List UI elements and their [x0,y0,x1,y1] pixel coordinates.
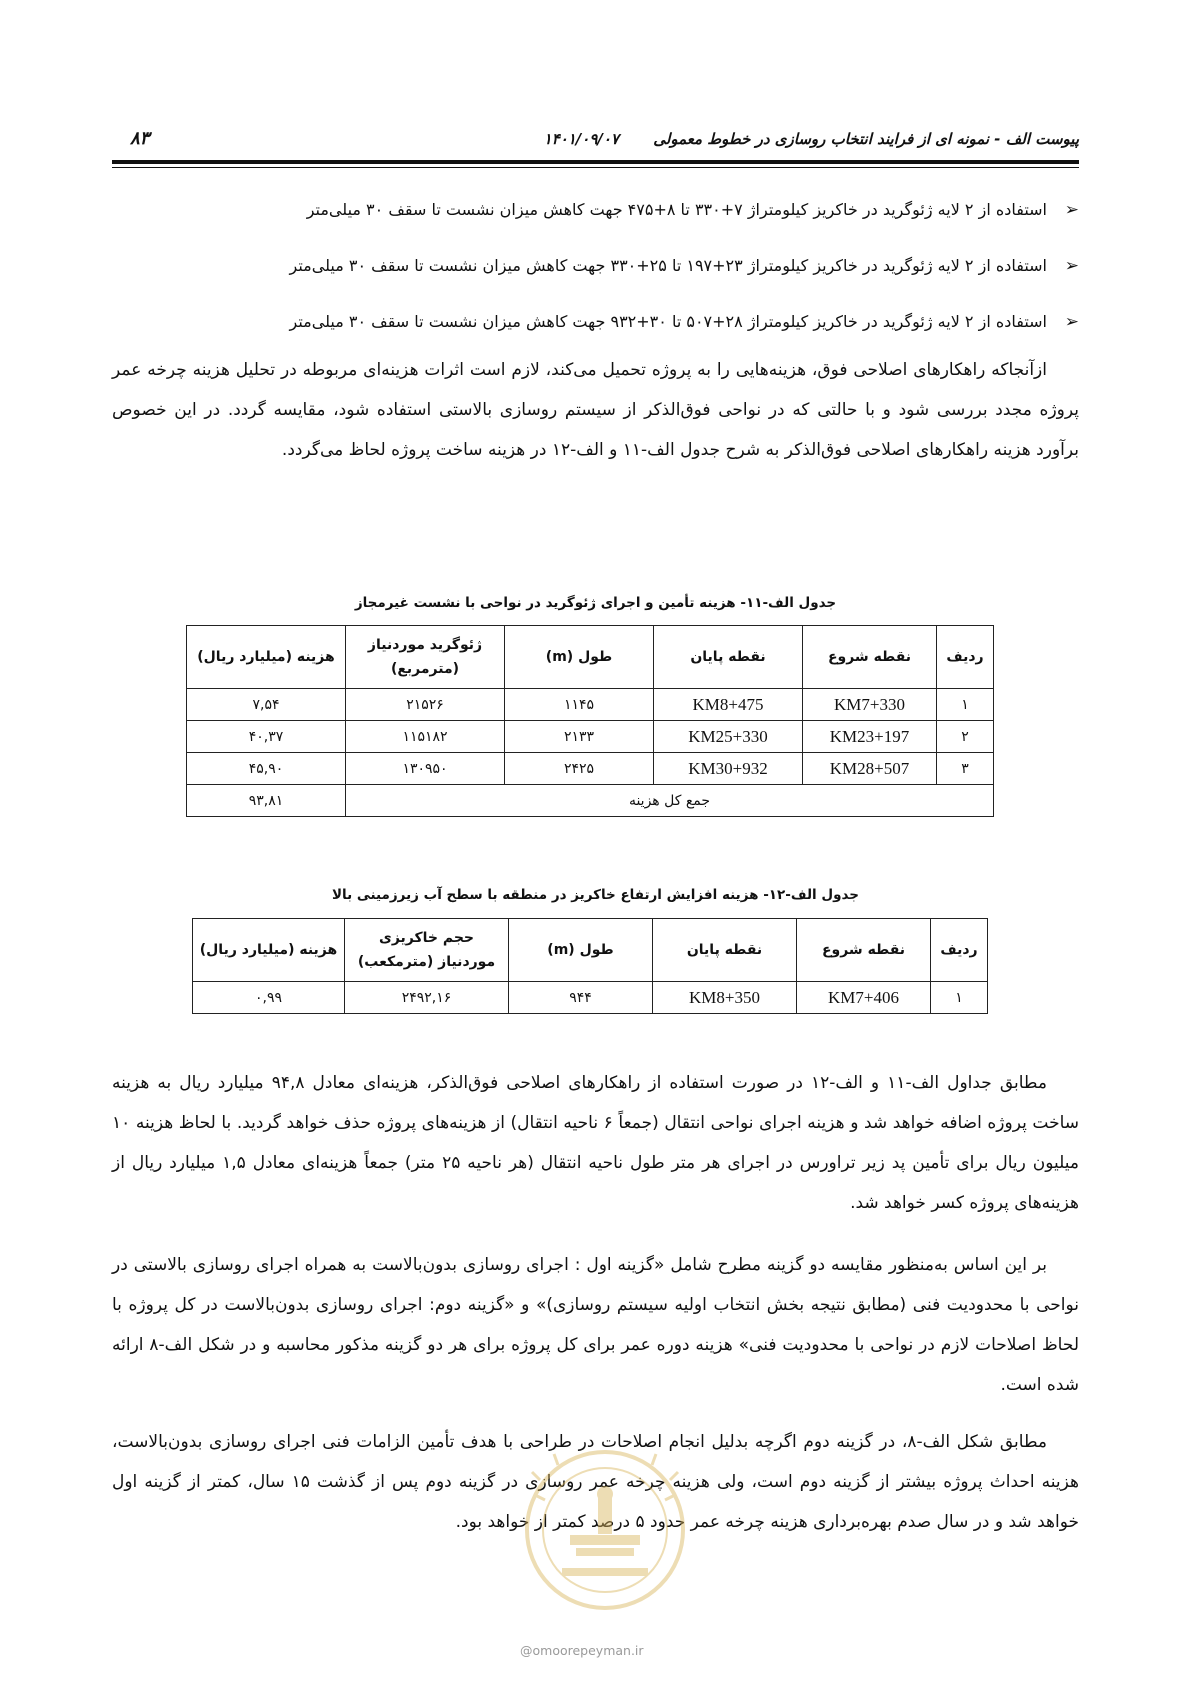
column-header: نقطه شروع [797,919,931,982]
total-value: ۹۳,۸۱ [187,785,346,817]
table-cell: KM23+197 [803,721,937,753]
column-header: هزینه (میلیارد ریال) [187,626,346,689]
paragraph: مطابق شکل الف-۸، در گزینه دوم اگرچه بدلیل انجام اصلاحات در طراحی با هدف تأمین الزامات فنی اجرای روسازی بدون‌بالاست، هزینه احداث پروژه بیشتر از گزینه دوم است، ولی هزینه چرخه عمر روسازی در گزینه دوم پس از گذشت ۱۵ سال، کمتر از گزینه اول خواهد شد و در سال صدم بهره‌برداری هزینه چرخه عمر حدود ۵ درصد کمتر از خواهد بود. [112,1432,1079,1532]
table-caption: جدول الف-۱۲- هزینه افزایش ارتفاع خاکریز در منطقه با سطح آب زیرزمینی بالا [331,887,859,903]
column-header: نقطه پایان [653,919,797,982]
table-cell: ۳ [937,753,994,785]
table-cell: ۱۳۰۹۵۰ [346,753,505,785]
table-cell: KM8+475 [654,689,803,721]
table-cell: ۴۵,۹۰ [187,753,346,785]
column-header: ردیف [937,626,994,689]
column-header: طول (m) [505,626,654,689]
geogrid-cost-table [186,625,994,817]
table-cell: ۲۴۲۵ [505,753,654,785]
total-label: جمع کل هزینه [346,785,994,817]
paragraph: بر این اساس به‌منظور مقایسه دو گزینه مطرح شامل «گزینه اول : اجرای روسازی بدون‌بالاست به همراه اجرای روسازی بالاستی در نواحی با محدودیت فنی (مطابق نتیجه بخش انتخاب اولیه سیستم روسازی)» و «گزینه دوم: اجرای روسازی بدون‌بالاست در کل پروژه با لحاظ اصلاحات لازم در نواحی با محدودیت فنی» هزینه دوره عمر برای کل پروژه برای هر دو گزینه مذکور محاسبه و در شکل الف-۸ ارائه شده است. [112,1255,1080,1395]
table-cell: KM7+406 [797,982,931,1014]
table-header-row [193,919,988,982]
table-cell: KM28+507 [803,753,937,785]
column-header: نقطه شروع [803,626,937,689]
column-header: حجم خاکریزی موردنیاز (مترمکعب) [345,919,509,982]
table-cell: ۹۴۴ [509,982,653,1014]
table-row [187,689,994,721]
table-cell: KM8+350 [653,982,797,1014]
table-caption: جدول الف-۱۱- هزینه تأمین و اجرای ژئوگرید در نواحی با نشست غیرمجاز [354,595,837,611]
embankment-cost-table [192,918,988,1014]
table-cell: KM25+330 [654,721,803,753]
table-cell: ۱۱۴۵ [505,689,654,721]
arrow-bullet-icon: ➢ [1064,256,1079,276]
table-cell: ۷,۵۴ [187,689,346,721]
table-cell: ۱ [931,982,988,1014]
watermark-url: @omoorepeyman.ir [520,1643,644,1658]
table-row [187,753,994,785]
bullet-item: ➢ استفاده از ۲ لایه ژئوگرید در خاکریز کیلومتراژ ۲۸+۵۰۷ تا ۳۰+۹۳۲ جهت کاهش میزان نشست تا سقف ۳۰ میلی‌متر [112,309,1079,365]
table-cell: ۴۰,۳۷ [187,721,346,753]
table-cell: ۲۱۵۲۶ [346,689,505,721]
column-header: هزینه (میلیارد ریال) [193,919,345,982]
table-total-row [187,785,994,817]
header-title: پیوست الف - نمونه ای از فرایند انتخاب روسازی در خطوط معمولی [653,130,1079,148]
table-cell: KM30+932 [654,753,803,785]
watermark-emblem-icon [510,1440,700,1620]
table-header-row [187,626,994,689]
page-number: ۸۳ [130,128,150,149]
paragraph: مطابق جداول الف-۱۱ و الف-۱۲ در صورت استفاده از راهکارهای اصلاحی فوق‌الذکر، هزینه‌ای معادل ۹۴,۸ میلیارد ریال به هزینه ساخت پروژه اضافه خواهد شد و هزینه اجرای نواحی انتقال (جمعاً ۶ ناحیه انتقال) از هزینه‌های پروژه حذف خواهد گردید. با لحاظ هزینه ۱۰ میلیون ریال برای تأمین پد زیر تراورس در اجرای هر متر طول ناحیه انتقال (هر ناحیه ۲۵ متر) جمعاً هزینه‌ای معادل ۱,۵ میلیارد ریال از هزینه‌های پروژه کسر خواهد شد. [112,1073,1080,1213]
header-rule-thin [112,167,1079,168]
bullet-item: ➢ استفاده از ۲ لایه ژئوگرید در خاکریز کیلومتراژ ۷+۳۳۰ تا ۸+۴۷۵ جهت کاهش میزان نشست تا سقف ۳۰ میلی‌متر [112,197,1079,253]
table-cell: ۱ [937,689,994,721]
table-cell: ۲۱۳۳ [505,721,654,753]
table-cell: ۲۴۹۲,۱۶ [345,982,509,1014]
header-date: ۱۴۰۱/۰۹/۰۷ [543,130,619,148]
table-row [187,721,994,753]
arrow-bullet-icon: ➢ [1064,312,1079,332]
column-header: نقطه پایان [654,626,803,689]
arrow-bullet-icon: ➢ [1064,200,1079,220]
page-header [112,130,1079,156]
table-cell: KM7+330 [803,689,937,721]
bullet-list [112,197,1079,365]
table-cell: ۰,۹۹ [193,982,345,1014]
column-header: ژئوگرید موردنیاز (مترمربع) [346,626,505,689]
header-rule-thick [112,160,1079,164]
table-row [193,982,988,1014]
table-cell: ۱۱۵۱۸۲ [346,721,505,753]
paragraph: ازآنجاکه راهکارهای اصلاحی فوق، هزینه‌هایی را به پروژه تحمیل می‌کند، لازم است اثرات هزینه‌ای مربوطه در تحلیل هزینه چرخه عمر پروژه مجدد بررسی شود و با حالتی که در نواحی فوق‌الذکر از سیستم روسازی بالاستی استفاده شود، مقایسه گردد. در این خصوص برآورد هزینه راهکارهای اصلاحی فوق‌الذکر به شرح جدول الف-۱۱ و الف-۱۲ در هزینه ساخت پروژه لحاظ می‌گردد. [112,360,1079,460]
bullet-item: ➢ استفاده از ۲ لایه ژئوگرید در خاکریز کیلومتراژ ۲۳+۱۹۷ تا ۲۵+۳۳۰ جهت کاهش میزان نشست تا سقف ۳۰ میلی‌متر [112,253,1079,309]
column-header: ردیف [931,919,988,982]
column-header: طول (m) [509,919,653,982]
table-cell: ۲ [937,721,994,753]
